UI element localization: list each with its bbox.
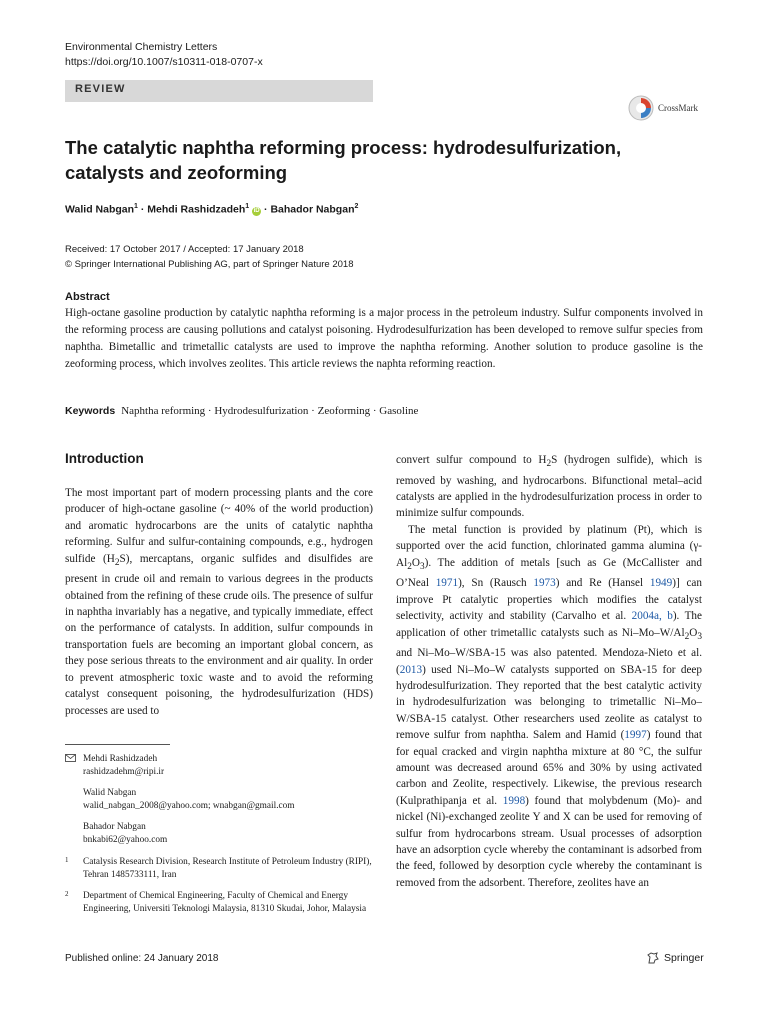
- keywords-label: Keywords: [65, 405, 116, 417]
- text: ) found that for equal cracked and virgin naphtha mixture at 80 °C, the sulfur amount was decreased around 65% and 30% by using activated carbon and Zeolite, respectively. Likewise, the previous research (Kulprathipanja et al.: [396, 729, 702, 807]
- citation-link[interactable]: 1998: [502, 794, 526, 807]
- contact-entry: [65, 753, 373, 779]
- springer-horse-icon: [646, 951, 660, 965]
- right-column: [396, 452, 702, 891]
- contact-email[interactable]: walid_nabgan_2008@yahoo.com; wnabgan@gmail.com: [83, 801, 295, 811]
- subscript: 2: [546, 459, 552, 470]
- text: )] can improve Pt catalytic properties which modifies the catalyst selectivity, activity and stability (Carvalho et al.: [396, 577, 702, 623]
- text: ) found that molybdenum (Mo)- and nickel (Ni)-exchanged zeolite Y and X can be used for removing of sulfur from hydrocarbons stream. Usual processes of adsorption have an adsorption cycle whereby the contaminant is adsorbed from the feed, followed by desorption cycle whereby the contaminant is removed from the adsorbent. Therefore, zeolites have an: [396, 794, 702, 889]
- author-separator: ·: [137, 203, 148, 216]
- contact-email[interactable]: rashidzadehm@ripi.ir: [83, 767, 165, 777]
- author[interactable]: Bahador Nabgan: [270, 203, 355, 216]
- footnote-divider: [65, 744, 170, 745]
- contact-name: Mehdi Rashidzadeh: [83, 754, 158, 764]
- section-banner: [65, 80, 373, 102]
- crossmark-icon: [628, 95, 654, 121]
- text: S), mercaptans, organic sulfides and disulfides are present in crude oil and remain to various degrees in the products obtained from the refining of these crude oils. The presence of sulfur in naphtha invariably has a negative, and typically immediate, effect on the performance of catalysts. In addition, sulfur compounds in transportation fuels are becoming an important global concern, as they pose serious threats to the environment and air quality. In order to prevent atmospheric toxic waste and to avoid the reforming catalyst consequent poisoning, the hydrodesulfurization (HDS) processes are used to: [65, 552, 373, 717]
- text: O: [411, 556, 420, 569]
- contact-entry: [65, 787, 373, 813]
- affiliation-number: 2: [65, 890, 69, 898]
- orcid-icon[interactable]: iD: [253, 207, 260, 214]
- author[interactable]: Mehdi Rashidzadeh: [147, 203, 246, 216]
- doi-link[interactable]: https://doi.org/10.1007/s10311-018-0707-x: [65, 56, 263, 68]
- journal-name: Environmental Chemistry Letters: [65, 41, 218, 53]
- text: ), Sn (Rausch: [458, 577, 534, 590]
- paragraph: [65, 485, 373, 719]
- text: The most important part of modern processing plants and the core producer of high-octane gasoline (~ 40% of the world production) and aromatic hydrocarbons are the units of catalytic naphtha reforming. Sulfur and sulfur-containing compounds, e.g., hydrogen sulfide (H: [65, 487, 373, 565]
- abstract-text: High-octane gasoline production by catalytic naphtha reforming is a major process in the petroleum industry. Sulfur components involved in the reforming process are causing pollutions and catalyst poisoning. Hydrodesulfurization has been developed to remove sulfur species from naphtha. Bimetallic and trimetallic catalysts are used to improve the naphtha reforming. Another solution to produce gasoline is the zeoforming process, which involves zeolites. This article reviews the naphta reforming reaction.: [65, 307, 703, 370]
- left-column: [65, 485, 373, 719]
- paragraph: [396, 522, 702, 891]
- affiliation: [65, 890, 373, 916]
- section-heading-introduction: Introduction: [65, 451, 144, 466]
- affiliation-text: Catalysis Research Division, Research Institute of Petroleum Industry (RIPI), Tehran 1485733111, Iran: [83, 857, 372, 880]
- subscript: 3: [419, 561, 425, 572]
- author-separator: ·: [261, 203, 271, 216]
- publisher-logo: [646, 951, 704, 965]
- abstract-heading: Abstract: [65, 291, 110, 303]
- keywords: [65, 405, 418, 417]
- crossmark-label: CrossMark: [658, 103, 698, 113]
- contact-name: Walid Nabgan: [83, 788, 137, 798]
- copyright: © Springer International Publishing AG, part of Springer Nature 2018: [65, 259, 354, 270]
- section-label: REVIEW: [75, 83, 126, 95]
- affiliation-text: Department of Chemical Engineering, Faculty of Chemical and Energy Engineering, Universiti Teknologi Malaysia, 81310 Skudai, Johor, Malaysia: [83, 891, 367, 914]
- text: ). The addition of metals [such as Ge (McCallister and O’Neal: [396, 556, 702, 590]
- received-accepted: Received: 17 October 2017 / Accepted: 17 January 2018: [65, 244, 304, 255]
- author[interactable]: Walid Nabgan: [65, 203, 135, 216]
- text: The metal function is provided by platinum (Pt), which is supported over the acid function, chlorinated gamma alumina (γ-Al: [396, 523, 702, 569]
- subscript: 2: [407, 561, 412, 572]
- text: ). The application of other trimetallic catalysts such as Ni–Mo–W/Al: [396, 610, 702, 639]
- citation-link[interactable]: 2013: [399, 663, 423, 676]
- citation-link[interactable]: 2004a, b: [631, 610, 673, 623]
- citation-link[interactable]: 1973: [533, 577, 556, 590]
- text: ) used Ni–Mo–W catalysts supported on SBA-15 for deep hydrodesulfurization. They reported that the best catalytic activity in hydrodesulfurization was belonging to trimetallic Ni–Mo–W/SBA-15 catalyst. Other researchers used zeolite as catalyst to remove sulfur from naphtha. Salem and Hamid (: [396, 663, 702, 742]
- affiliation: [65, 856, 373, 882]
- published-date: Published online: 24 January 2018: [65, 953, 219, 964]
- citation-link[interactable]: 1971: [435, 577, 459, 590]
- contact-entry: [65, 821, 373, 847]
- keywords-list: Naphtha reforming · Hydrodesulfurization · Zeoforming · Gasoline: [121, 405, 419, 417]
- paragraph: [396, 452, 702, 522]
- subscript: 2: [114, 557, 120, 568]
- author-affiliation: 1: [245, 203, 250, 210]
- author-affiliation: 1: [134, 203, 138, 210]
- contact-name: Bahador Nabgan: [83, 822, 146, 832]
- text: convert sulfur compound to H: [396, 454, 547, 466]
- text: ) and Re (Hansel: [555, 577, 650, 590]
- text: and Ni–Mo–W/SBA-15 was also patented. Mendoza-Nieto et al. (: [396, 647, 702, 676]
- article-title: The catalytic naphtha reforming process: hydrodesulfurization, catalysts and zeoforming: [65, 137, 622, 183]
- citation-link[interactable]: 1949: [649, 577, 673, 590]
- citation-link[interactable]: 1997: [624, 729, 647, 742]
- article-dates: [65, 242, 353, 272]
- journal-header: [65, 40, 263, 70]
- affiliation-number: 1: [65, 856, 69, 864]
- publisher-name: Springer: [664, 952, 704, 964]
- text: O: [689, 626, 698, 639]
- contact-email[interactable]: bnkabi62@yahoo.com: [83, 835, 168, 845]
- envelope-icon: [65, 754, 76, 762]
- text: S (hydrogen sulfide), which is removed by washing, and hydrocarbons. Bifunctional metal–acid catalysts are applied in the hydrodesulfurization process in order to minimize sulfur compounds.: [396, 454, 702, 520]
- affiliation-footnotes: [65, 856, 373, 924]
- author-list: [65, 203, 358, 216]
- contact-footnotes: [65, 753, 373, 855]
- subscript: 3: [697, 631, 702, 642]
- crossmark-badge[interactable]: [628, 92, 736, 124]
- author-affiliation: 2: [354, 203, 359, 210]
- subscript: 2: [684, 631, 690, 642]
